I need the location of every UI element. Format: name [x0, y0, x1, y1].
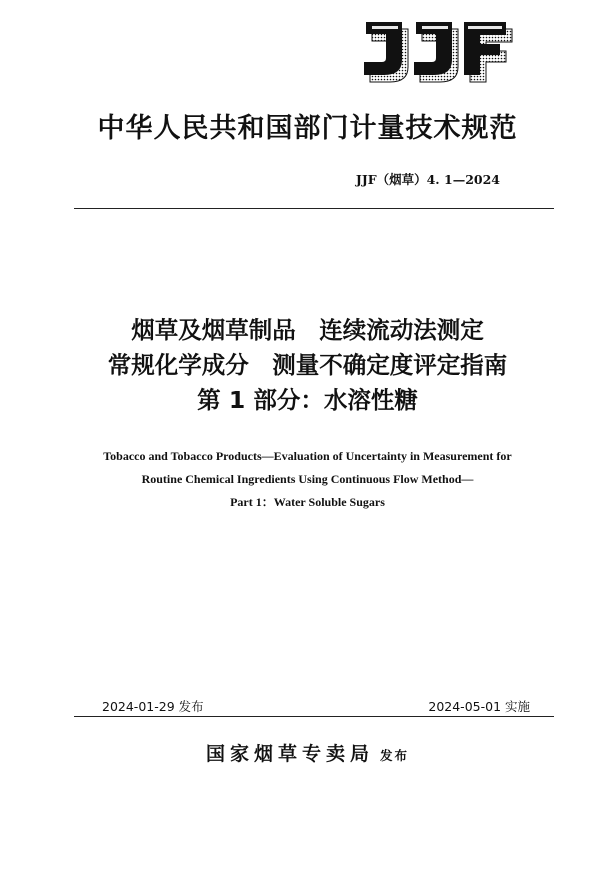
chinese-title: [0, 313, 615, 418]
standard-title: 中华人民共和国部门计量技术规范: [97, 113, 518, 144]
chinese-title-line-1: 烟草及烟草制品 连续流动法测定: [131, 316, 484, 344]
issuer-suffix: 发布: [380, 748, 410, 763]
bottom-divider: [74, 716, 554, 717]
chinese-title-line-3: 第 1 部分：水溶性糖: [197, 386, 418, 414]
issuer: [0, 739, 615, 766]
english-title: [0, 445, 615, 514]
issue-date: 2024-01-29 发布: [102, 699, 204, 714]
implementation-date: 2024-05-01 实施: [428, 699, 530, 714]
jjf-logo: [356, 20, 516, 84]
jjf-logo-icon: [356, 20, 516, 84]
english-title-line-2: Routine Chemical Ingredients Using Continuous Flow Method—: [141, 472, 474, 486]
english-title-line-1: Tobacco and Tobacco Products—Evaluation of Uncertainty in Measurement for: [103, 449, 512, 463]
top-divider: [74, 208, 554, 209]
chinese-title-line-2: 常规化学成分 测量不确定度评定指南: [107, 351, 508, 379]
issuer-name: 国家烟草专卖局: [205, 743, 374, 765]
standard-code: JJF（烟草）4. 1—2024: [355, 172, 500, 187]
english-title-line-3: Part 1：Water Soluble Sugars: [230, 495, 385, 509]
